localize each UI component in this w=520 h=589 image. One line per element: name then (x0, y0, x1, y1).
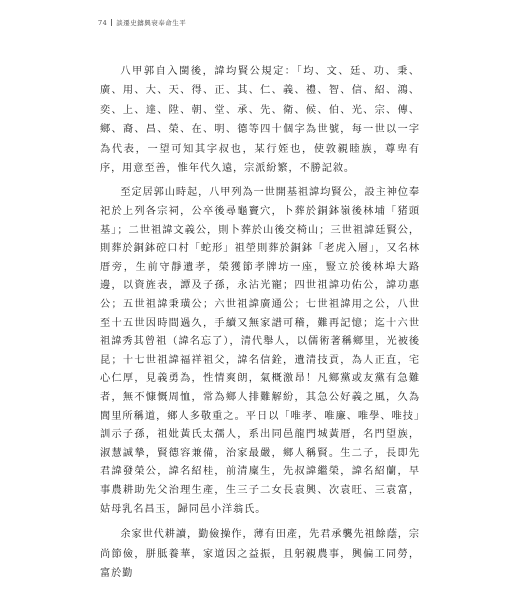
running-header (98, 18, 186, 27)
paragraph-ancestors: 至定居郭山時起，八甲列為一世開基祖諱均賢公，設主神位奉祀於上列各宗祠，公卒後尋龜竇穴，卜葬於銅鉢嶺後林埔「猪頭基」；二世祖諱文義公，則卜葬於山後交椅山；三世祖諱廷賢公，則葬於銅鉢硿口村「蛇形」祖塋則葬於銅鉢「老虎入層」，又名林厝旁，生前守靜遺孝，榮獲節孝牌坊一座，豎立於後林埠大路邊，以資旌表，譚及子孫，永沾光寵；四世祖諱功佑公，諱功惠公；五世祖諱秉璜公；六世祖諱廣通公；七世祖諱用之公，八世至十五世因時間過久，手續又無家譜可稽，難再記憶；迄十六世祖諱秀其曾祖（諱名忘了），清代舉人，以儒術著稱鄉里，光被後昆；十七世祖諱福祥祖父，諱名信銓，遺清技貢，為人正直，宅心仁厚，見義勇為，性情爽朗，氣概激昂！凡鄉黨或友黨有急難者，無不慷慨周恤，常為鄉人排難解紛，其急公好義之風，久為閭里所稱道，鄉人多敬重之。平日以「唯孝、唯廉、唯學、唯技」訓示子孫，祖妣黃氏太孺人，系出同邑龍門城黃厝，名門望族，淑慧誠摯，賢德容兼備，治家最嚴，鄉人稱賢。生二子，長即先君諱發榮公，諱名紹桂，前清廩生，先叔諱繼榮，諱名紹蘭，早事農耕助先父治理生產，生三子二女長袁興、次袁旺、三袁富，姑母乳名昌玉，歸同邑小洋翁氏。 (100, 187, 420, 515)
body-text (100, 62, 420, 589)
paragraph-family-farming: 余家世代耕讀，勤儉操作，薄有田產，先君承襲先祖餘蔭，宗尚節儉，胼胝養華，家道因之益振，且躬親農事，興偏工同勞，富於勤 (100, 529, 420, 579)
book-title: 談遷史鑄興衰奉命生平 (116, 19, 187, 27)
paragraph-generation-names: 八甲郭自入閩後，諱均賢公規定：「均、文、廷、功、秉、廣、用、大、天、得、正、其、仁、義、禮、智、信、紹、鴻、奕、上、達、陞、朝、堂、承、先、衛、候、伯、光、宗、傳、鄉、裔、昌、榮、在、明、德等四十個字為世號，每一世以一字為代表，一望可知其字叔也，某行姪也，使敦親睦族，尊卑有序，用意至善，惟年代久遠，宗派紛繁，不勝記敘。 (100, 66, 420, 175)
page-number: 74 (98, 19, 108, 27)
header-separator (111, 19, 112, 26)
